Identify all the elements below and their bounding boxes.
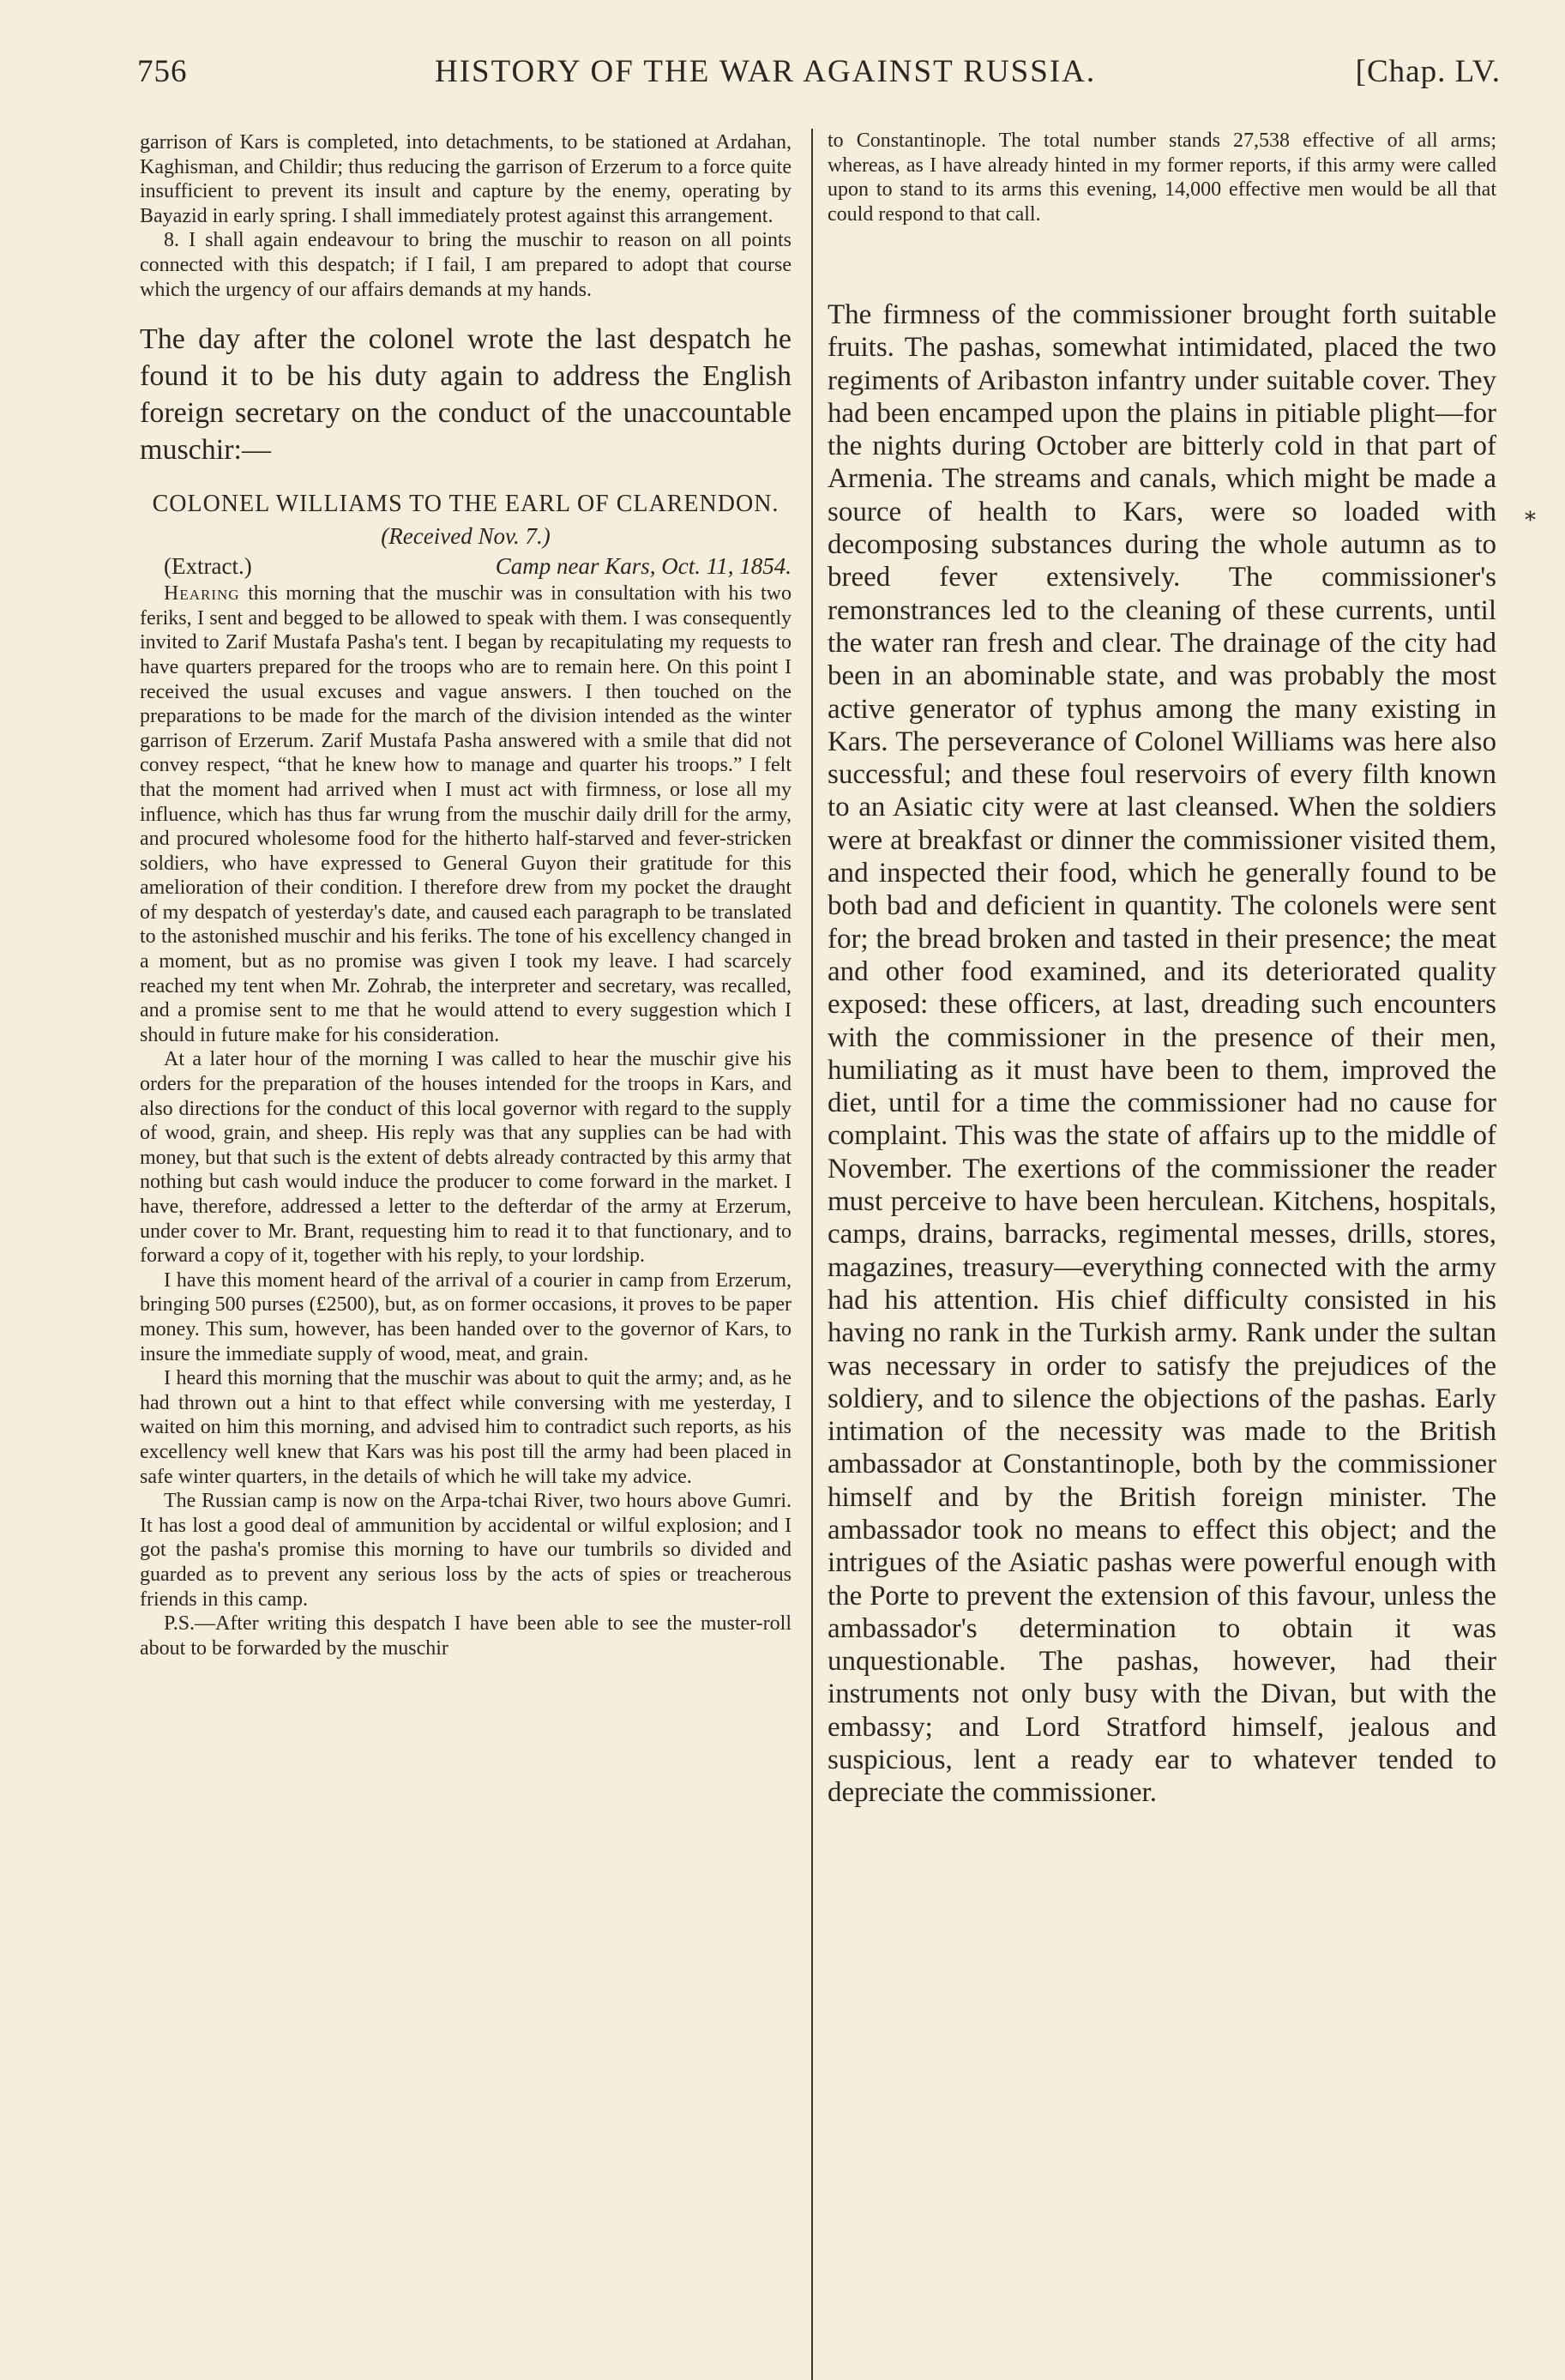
left-column (140, 130, 792, 1660)
extract-label: (Extract.) (164, 553, 252, 580)
received-date: (Received Nov. 7.) (381, 523, 551, 550)
margin-mark: * (1525, 508, 1536, 533)
chapter-label: [Chap. LV. (1355, 54, 1501, 89)
paragraph-hearing-text: this morning that the muschir was in consultation with his two feriks, I sent and begged to be allowed to speak with them. I was consequently invited to Zarif Mustafa Pasha's tent. I began by recapitulating my requests to have quarters prepared for the troops who are to remain here. On this point I received the usual excuses and vague answers. I then touched on the preparations to be made for the march of the division intended as the winter garrison of Erzerum. Zarif Mustafa Pasha answered with a smile that did not convey respect, “that he knew how to manage and quarter his troops.” I felt that the moment had arrived when I must act with firmness, or lose all my influence, which has thus far wrung from the muschir daily drill for the army, and procured wholesome food for the hitherto half-starved and fever-stricken soldiers, who have expressed to General Guyon their gratitude for this amelioration of their condition. I therefore drew from my pocket the draught of my despatch of yesterday's date, and caused each paragraph to be translated to the astonished muschir and his feriks. The tone of his excellency changed in a moment, but as no promise was given I took my leave. I had scarcely reached my tent when Mr. Zohrab, the interpreter and secretary, was recalled, and a promise sent to me that he would attend to every suggestion which I should in future make for his consideration. (140, 582, 792, 1046)
paragraph-8: 8. I shall again endeavour to bring the muschir to reason on all points connected with this despatch; if I fail, I am prepared to adopt that course which the urgency of our affairs demands at my hands. (140, 229, 792, 301)
ps-continuation-block (828, 129, 1496, 226)
place-date: Camp near Kars, Oct. 11, 1854. (495, 553, 792, 580)
paragraph-hearing (140, 581, 792, 1047)
paragraph-camp: The Russian camp is now on the Arpa-tchai River, two hours above Gumri. It has lost a good deal of ammunition by accidental or wilful explosion; and I got the pasha's promise this morning to have our tumbrils so divided and guarded as to prevent any serious loss by the acts of spies or treacherous friends in this camp. (140, 1490, 792, 1611)
ps-continuation: to Constantinople. The total number stands 27,538 effective of all arms; whereas, as I have already hinted in my former reports, if this army were called upon to stand to its arms this evening, 14,000 effective men would be all that could respond to that call. (828, 130, 1496, 226)
letter-heading: COLONEL WILLIAMS TO THE EARL OF CLARENDON. (152, 491, 779, 518)
narrative-intro: The day after the colonel wrote the last despatch he found it to be his duty again to address the English foreign secretary on the conduct of the unaccountable muschir:— (140, 323, 792, 467)
paragraph-continuation: garrison of Kars is completed, into detachments, to be stationed at Ardahan, Kaghisman, and Childir; thus reducing the garrison of Erzerum to a force quite insufficient to prevent its insult and capture by the enemy, operating by Bayazid in early spring. I shall immediately protest against this arrangement. (140, 131, 792, 227)
despatch-continuation (140, 130, 792, 302)
letter-dateline (140, 553, 792, 580)
opening-word: Hearing (164, 582, 240, 606)
running-title: HISTORY OF THE WAR AGAINST RUSSIA. (435, 54, 1097, 89)
paragraph-quit: I heard this morning that the muschir was about to quit the army; and, as he had thrown out a hint to that effect while conversing with me yesterday, I waited on him this morning, and advised him to contradict such reports, as his excellency well knew that Kars was his post till the army had been placed in safe winter quarters, in the details of which he will take my advice. (140, 1367, 792, 1488)
paragraph-ps: P.S.—After writing this despatch I have been able to see the muster-roll about to be forwarded by the muschir (140, 1612, 792, 1660)
column-divider (811, 129, 813, 2380)
paragraph-later: At a later hour of the morning I was called to hear the muschir give his orders for the preparation of the houses intended for the troops in Kars, and also directions for the conduct of this local governor with regard to the supply of wood, grain, and sheep. His reply was that any supplies can be had with money, but that such is the extent of debts already contracted by this army that nothing but cash would induce the producer to come forward in the market. I have, therefore, addressed a letter to the defterdar of the army at Erzerum, under cover to Mr. Brant, requesting him to read it to that functionary, and to forward a copy of it, together with his reply, to your lordship. (140, 1048, 792, 1268)
running-header (137, 53, 1501, 101)
right-column-narrative (828, 298, 1496, 1810)
letter-body (140, 581, 792, 1660)
narrative-body: The firmness of the commissioner brought forth suitable fruits. The pashas, somewhat intimidated, placed the two regiments of Aribaston infantry under suitable cover. They had been encamped upon the plains in pitiable plight—for the nights during October are bitterly cold in that part of Armenia. The streams and canals, which might be made a source of health to Kars, were so loaded with decomposing substances during the whole autumn as to breed fever extensively. The commissioner's remonstrances led to the cleaning of these currents, until the water ran fresh and clear. The drainage of the city had been in an abominable state, and was probably the most active generator of typhus among the many existing in Kars. The perseverance of Colonel Williams was here also successful; and these foul reservoirs of every filth known to an Asiatic city were at last cleansed. When the soldiers were at breakfast or dinner the commissioner visited them, and inspected their food, which he generally found to be both bad and deficient in quantity. The colonels were sent for; the bread broken and tasted in their presence; the meat and other food examined, and its deteriorated quality exposed: these officers, at last, dreading such encounters with the commissioner in the presence of their men, humiliating as it must have been to them, improved the diet, until for a time the commissioner had no cause for complaint. This was the state of affairs up to the middle of November. The exertions of the commissioner the reader must perceive to have been herculean. Kitchens, hospitals, camps, drains, barracks, regimental messes, drills, stores, magazines, treasury—everything connected with the army had his attention. His chief difficulty consisted in his having no rank in the Turkish army. Rank under the sultan was necessary in order to satisfy the prejudices of the soldiery, and to silence the objections of the pashas. Early intimation of the necessity was made to the British ambassador at Constantinople, both by the commissioner himself and by the British foreign minister. The ambassador took no means to effect this object; and the intrigues of the Asiatic pashas were powerful enough with the Porte to prevent the extension of this favour, unless the ambassador's determination to obtain it was unquestionable. The pashas, however, had their instruments not only busy with the Divan, but with the embassy; and Lord Stratford himself, jealous and suspicious, lent a ready ear to whatever tended to depreciate the commissioner. (828, 299, 1496, 1809)
paragraph-courier: I have this moment heard of the arrival of a courier in camp from Erzerum, bringing 500 purses (£2500), but, as on former occasions, it proves to be paper money. This sum, however, has been handed over to the governor of Kars, to insure the immediate supply of wood, meat, and grain. (140, 1268, 792, 1365)
page-number: 756 (137, 54, 188, 89)
